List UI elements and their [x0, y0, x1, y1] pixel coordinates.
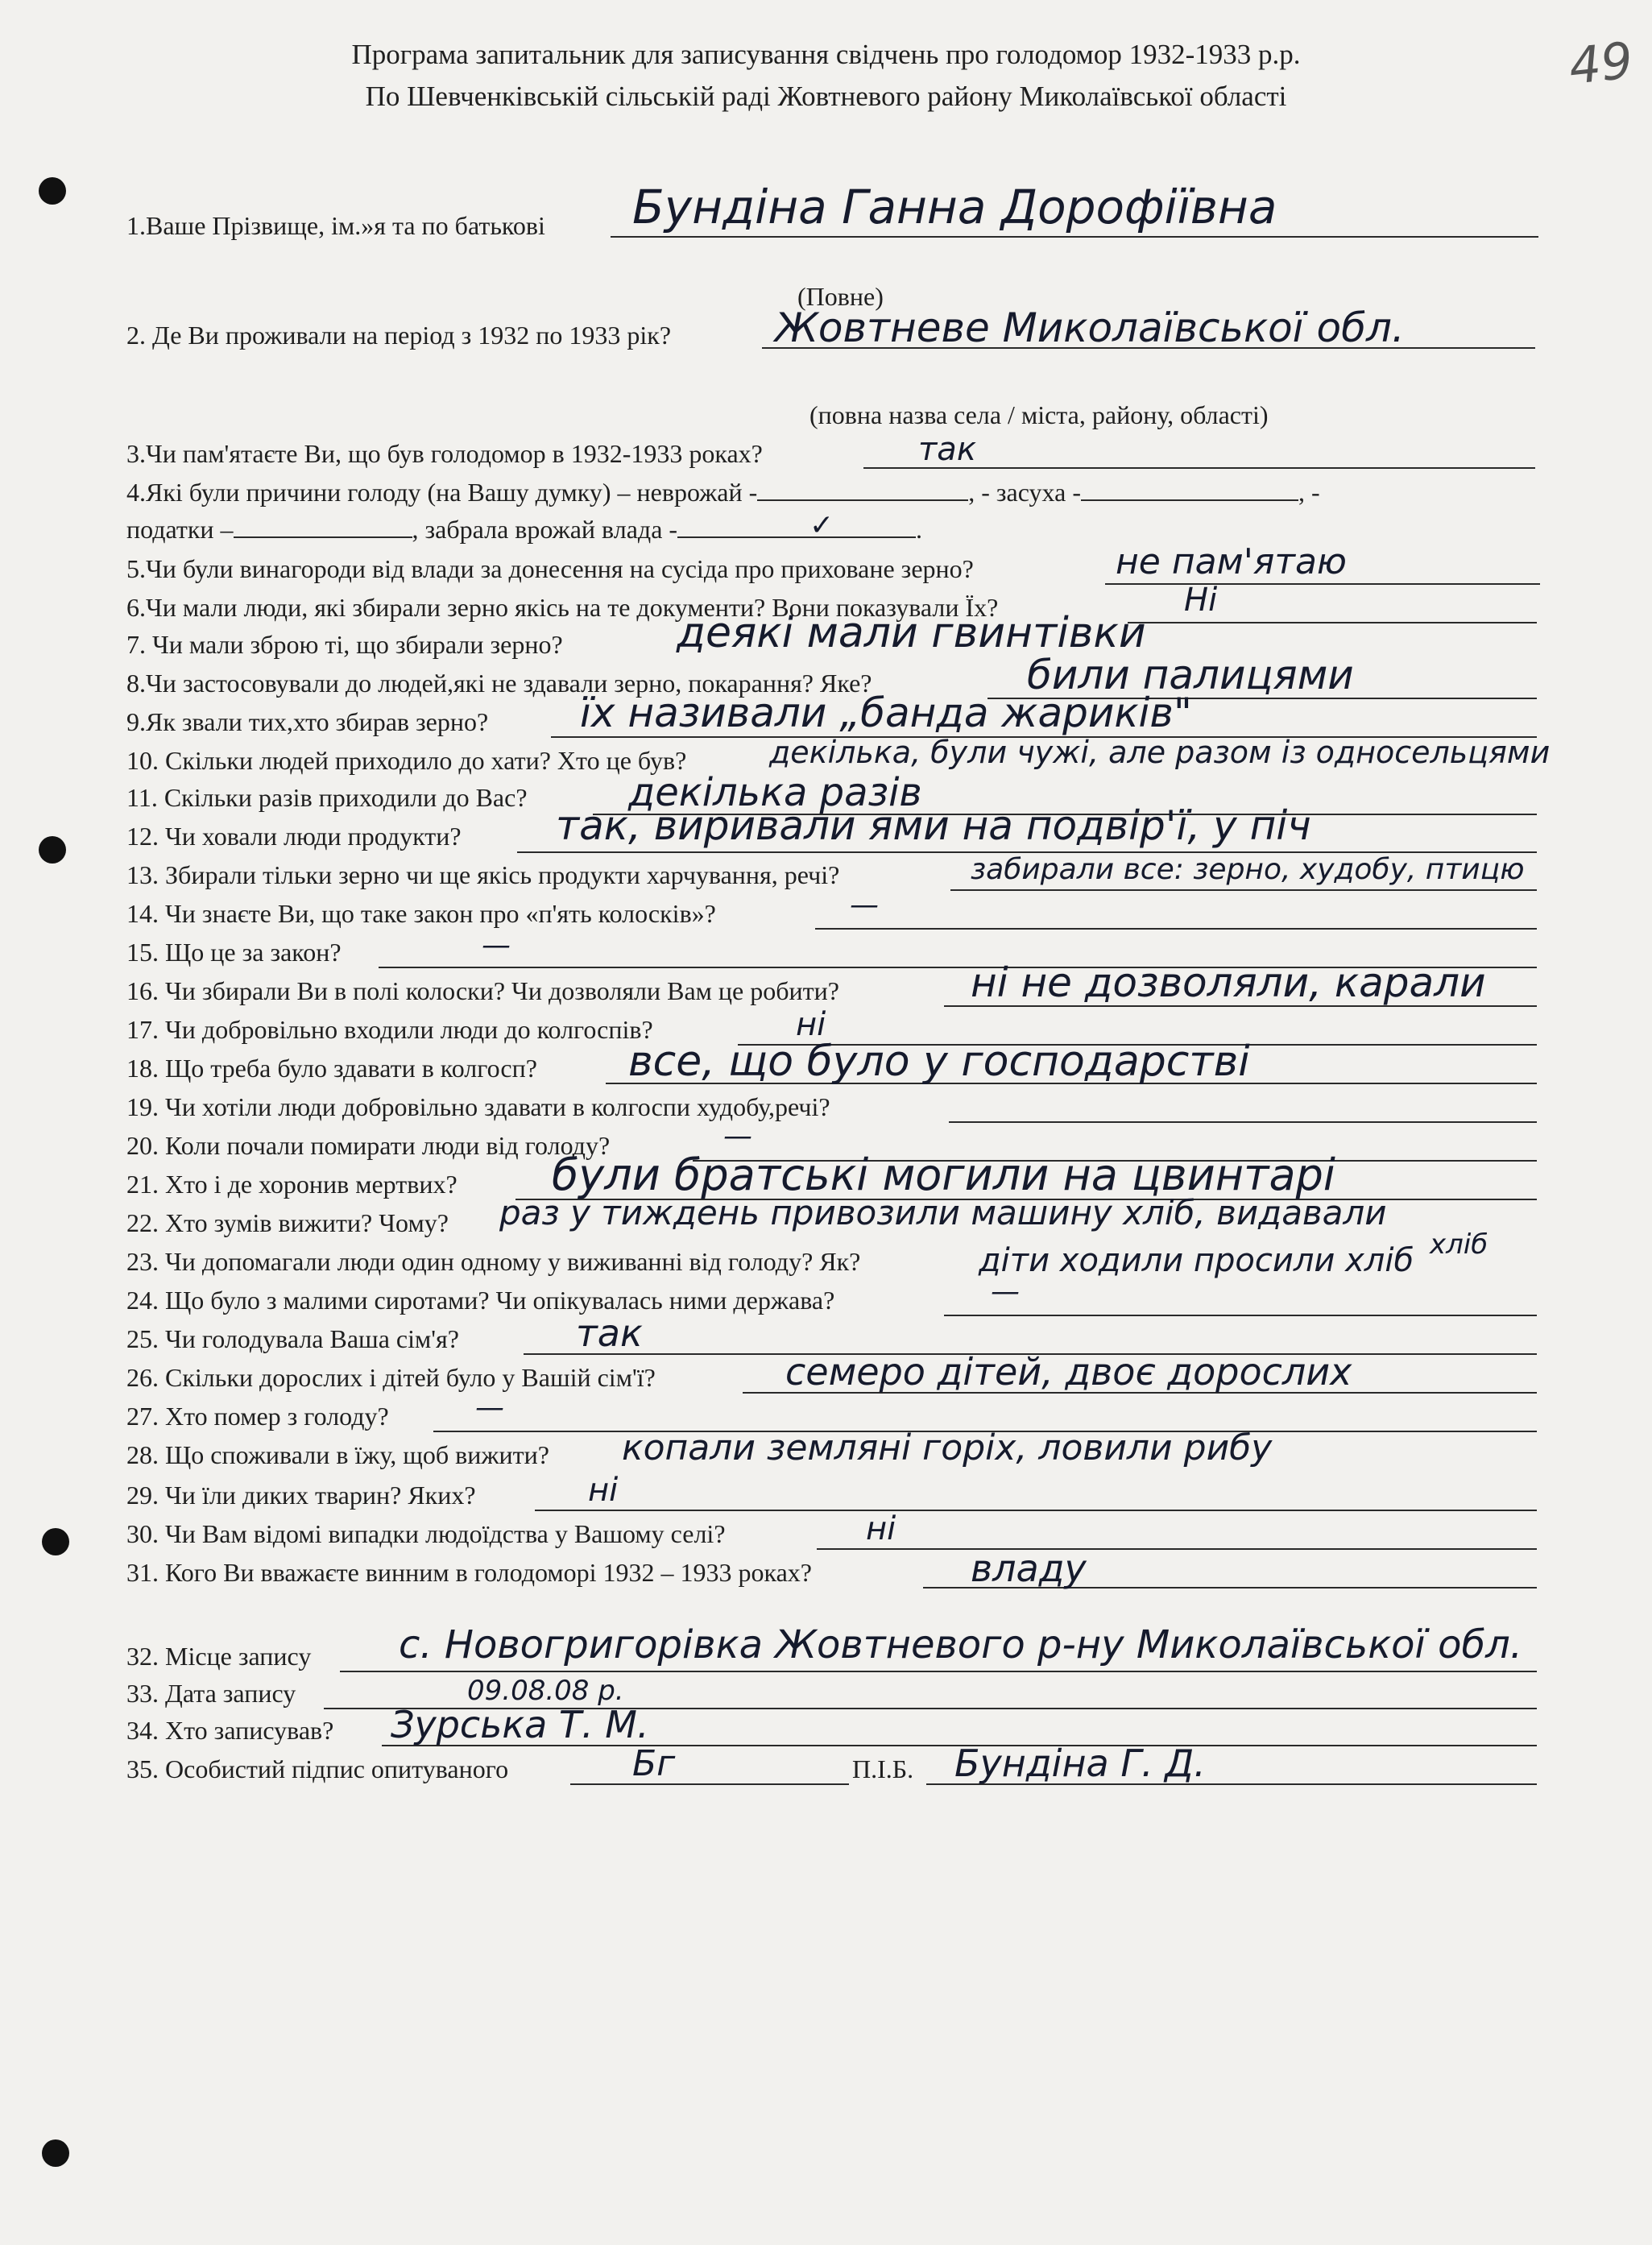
question-label: 31. Кого Ви вважаєте винним в голодоморі 1932 – 1933 роках? [126, 1558, 812, 1587]
question-7 [126, 626, 563, 663]
question-13 [126, 856, 839, 893]
question-label: 1.Ваше Прізвище, ім.»я та по батькові [126, 211, 545, 240]
handwritten-answer: не пам'ятаю [1116, 541, 1347, 582]
question-34 [126, 1712, 333, 1749]
question-10 [126, 742, 686, 779]
question-30 [126, 1515, 726, 1552]
handwritten-answer: — [475, 1391, 504, 1424]
handwritten-answer: так [918, 431, 976, 468]
question-label: 3.Чи пам'ятаєте Ви, що був голодомор в 1932-1933 роках? [126, 439, 763, 468]
question-label: 5.Чи були винагороди від влади за донесення на сусіда про приховане зерно? [126, 554, 974, 583]
handwritten-answer: Бундіна Ганна Дорофіївна [632, 180, 1277, 234]
question-label: , забрала врожай влада - [412, 515, 678, 544]
answer-line [815, 928, 1537, 930]
question-label: , - засуха - [968, 478, 1081, 507]
question-27 [126, 1398, 389, 1435]
question-label: 11. Скільки разів приходили до Вас? [126, 783, 528, 812]
question-label: 21. Хто і де хоронив мертвих? [126, 1170, 458, 1199]
question-31 [126, 1554, 812, 1591]
answer-blank [757, 475, 968, 501]
question-label: податки – [126, 515, 234, 544]
question-label: 28. Що споживали в їжу, щоб вижити? [126, 1440, 549, 1469]
question-23 [126, 1243, 860, 1280]
question-label: 17. Чи добровільно входили люди до колгоспів? [126, 1015, 653, 1044]
answer-line [340, 1671, 1537, 1672]
header-line-1: Програма запитальник для записування свідчень про голодомор 1932-1933 р.р. [351, 39, 1301, 70]
handwritten-answer: Зурська Т. М. [391, 1703, 649, 1746]
question-label: 22. Хто зумів вижити? Чому? [126, 1208, 449, 1237]
handwritten-answer: так [576, 1311, 643, 1355]
question-label: 2. Де Ви проживали на період з 1932 по 1933 рік? [126, 321, 672, 350]
handwritten-answer: декілька, були чужі, але разом із односельцями [769, 735, 1551, 770]
answer-line [611, 236, 1538, 238]
question-label: 25. Чи голодувала Ваша сім'я? [126, 1324, 459, 1353]
question-1 [126, 207, 545, 244]
punch-hole [42, 1528, 69, 1555]
signature-line [570, 1783, 849, 1785]
question-label: 32. Місце запису [126, 1642, 312, 1671]
handwritten-answer-extra: хліб [1430, 1228, 1488, 1261]
question-3 [126, 435, 763, 472]
handwritten-answer: раз у тиждень привозили машину хліб, видавали [499, 1193, 1387, 1232]
question-label: , - [1298, 478, 1320, 507]
handwritten-answer: ні не дозволяли, карали [971, 959, 1486, 1006]
punch-hole [39, 177, 66, 205]
question-label: 29. Чи їли диких тварин? Яких? [126, 1481, 476, 1510]
handwritten-answer: ні [866, 1510, 896, 1547]
question-label: 34. Хто записував? [126, 1716, 334, 1745]
question-11 [126, 779, 528, 816]
handwritten-answer: семеро дітей, двоє дорослих [785, 1350, 1352, 1394]
question-5 [126, 550, 974, 587]
question-9 [126, 703, 488, 740]
handwritten-answer: ні [588, 1472, 619, 1509]
question-label: 20. Коли почали помирати люди від голоду? [126, 1131, 611, 1160]
answer-line [1105, 583, 1540, 585]
question-label: 23. Чи допомагали люди один одному у виживанні від голоду? Як? [126, 1247, 861, 1276]
answer-blank [1081, 475, 1298, 501]
question-28 [126, 1436, 549, 1473]
header-line-2: По Шевченківській сільській раді Жовтневого району Миколаївської області [365, 81, 1287, 112]
handwritten-answer: забирали все: зерно, худобу, птицю [971, 853, 1525, 886]
handwritten-answer: Бундіна Г. Д. [954, 1742, 1206, 1785]
answer-line [944, 1315, 1537, 1316]
question-label: 13. Збирали тільки зерно чи ще якісь продукти харчування, речі? [126, 860, 840, 889]
handwritten-answer: діти ходили просили хліб [979, 1242, 1414, 1279]
handwritten-answer: били палицями [1027, 652, 1354, 698]
handwritten-answer: їх називали „банда жариків" [580, 690, 1192, 736]
question-label: 8.Чи застосовували до людей,які не здавали зерно, покарання? Яке? [126, 669, 872, 698]
note-full: (Повне) [797, 282, 884, 311]
question-label: 27. Хто помер з голоду? [126, 1402, 389, 1431]
question-label: 12. Чи ховали люди продукти? [126, 822, 462, 851]
question-35 [126, 1750, 508, 1787]
question-label: 15. Що це за закон? [126, 938, 342, 967]
question-2 [126, 317, 671, 354]
question-label: 26. Скільки дорослих і дітей було у Вашій сім'ї? [126, 1363, 656, 1392]
question-label: П.І.Б. [852, 1754, 914, 1783]
punch-hole [39, 836, 66, 864]
handwritten-answer: все, що було у господарстві [628, 1038, 1250, 1086]
question-label: 30. Чи Вам відомі випадки людоїдства у Вашому селі? [126, 1519, 726, 1548]
question-32 [126, 1638, 311, 1675]
question-16 [126, 972, 839, 1009]
handwritten-answer: — [991, 1275, 1020, 1308]
handwritten-answer: владу [971, 1547, 1087, 1590]
answer-line [817, 1548, 1537, 1550]
answer-blank [234, 512, 412, 538]
question-label: 19. Чи хотіли люди добровільно здавати в колгоспи худобу,речі? [126, 1092, 830, 1121]
question-14 [126, 895, 716, 932]
question-label: 7. Чи мали зброю ті, що збирали зерно? [126, 630, 563, 659]
question-17 [126, 1011, 653, 1048]
signature: Бг [632, 1743, 676, 1784]
punch-hole [42, 2139, 69, 2167]
note-place: (повна назва села / міста, району, області) [809, 400, 1269, 429]
answer-line [1128, 622, 1537, 623]
question-24 [126, 1282, 834, 1319]
question-label: 10. Скільки людей приходило до хати? Хто це був? [126, 746, 687, 775]
question-26 [126, 1359, 656, 1396]
question-29 [126, 1477, 476, 1514]
question-20 [126, 1127, 610, 1164]
question-label: 33. Дата запису [126, 1679, 296, 1708]
question-21 [126, 1166, 458, 1203]
question-label: 14. Чи знаєте Ви, що таке закон про «п'ять колосків»? [126, 899, 716, 928]
handwritten-answer: копали земляні горіх, ловили рибу [622, 1427, 1273, 1468]
page-number: 49 [1566, 31, 1636, 96]
pib-label [852, 1750, 913, 1787]
question-25 [126, 1320, 459, 1357]
answer-line [949, 1121, 1537, 1123]
question-label: 4.Які були причини голоду (на Вашу думку) – неврожай - [126, 478, 758, 507]
question-4-line-2 [126, 511, 922, 548]
question-33 [126, 1675, 296, 1712]
handwritten-answer: декілька разів [628, 770, 922, 815]
question-label: . [916, 515, 923, 544]
question-label: 24. Що було з малими сиротами? Чи опікувалась ними держава? [126, 1286, 835, 1315]
handwritten-answer: Жовтневе Миколаївської обл. [775, 304, 1405, 351]
question-4-line-1 [126, 474, 1320, 511]
handwritten-answer: 09.08.08 р. [467, 1675, 624, 1707]
answer-line [950, 889, 1537, 891]
question-15 [126, 934, 342, 971]
handwritten-answer: деякі мали гвинтівки [677, 609, 1146, 657]
handwritten-answer: — [723, 1120, 752, 1153]
question-label: 35. Особистий підпис опитуваного [126, 1754, 509, 1783]
handwritten-answer: Ні [1184, 582, 1218, 619]
handwritten-answer: — [850, 888, 879, 922]
checkmark: ✓ [809, 509, 834, 542]
question-18 [126, 1050, 537, 1087]
question-label: 6.Чи мали люди, які збирали зерно якісь на те документи? Вони показували Їх? [126, 593, 999, 622]
handwritten-answer: ні [796, 1006, 826, 1043]
handwritten-answer: — [482, 929, 511, 962]
handwritten-answer: с. Новогригорівка Жовтневого р-ну Миколаївської обл. [399, 1622, 1523, 1667]
question-label: 16. Чи збирали Ви в полі колоски? Чи дозволяли Вам це робити? [126, 976, 839, 1005]
handwritten-answer: так, виривали ями на подвір'ї, у піч [556, 802, 1311, 849]
answer-blank [677, 512, 916, 538]
question-label: 9.Як звали тих,хто збирав зерно? [126, 707, 489, 736]
question-22 [126, 1204, 449, 1241]
question-label: 18. Що треба було здавати в колгосп? [126, 1054, 537, 1083]
question-12 [126, 818, 462, 855]
handwritten-answer: були братські могили на цвинтарі [552, 1149, 1335, 1200]
answer-line [535, 1510, 1537, 1511]
